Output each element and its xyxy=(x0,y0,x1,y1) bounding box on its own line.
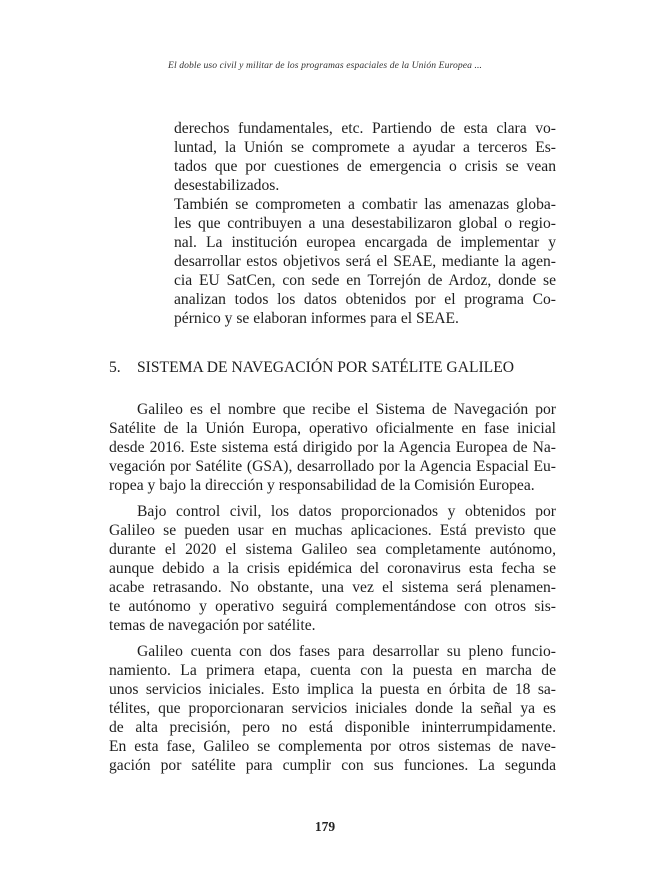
body-line: temas de navegación por satélite. xyxy=(109,617,316,634)
quote-line: nal. La institución europea encargada de implementar y xyxy=(174,234,556,251)
body-line: namiento. La primera etapa, cuenta con la puesta en marcha de xyxy=(109,662,556,679)
quote-line: derechos fundamentales, etc. Partiendo de esta clara vo- xyxy=(174,120,556,137)
body-line: En esta fase, Galileo se complementa por otros sistemas de nave- xyxy=(109,738,556,755)
body-line: télites, que proporcionaran servicios iniciales donde la señal ya es xyxy=(109,700,556,717)
body-line: vegación por Satélite (GSA), desarrollado por la Agencia Espacial Eu- xyxy=(109,458,556,475)
section-title: SISTEMA DE NAVEGACIÓN POR SATÉLITE GALILEO xyxy=(137,359,514,376)
body-line: Satélite de la Unión Europa, operativo oficialmente en fase inicial xyxy=(109,420,556,437)
quote-line: cia EU SatCen, con sede en Torrejón de Ardoz, donde se xyxy=(174,272,556,289)
quote-line: pérnico y se elaboran informes para el SEAE. xyxy=(174,310,459,327)
body-line: acabe retrasando. No obstante, una vez el sistema será plenamen- xyxy=(109,579,556,596)
body-line: te autónomo y operativo seguirá complementándose con otros sis- xyxy=(109,598,556,615)
quote-line: desarrollar estos objetivos será el SEAE, mediante la agen- xyxy=(174,253,556,270)
body-line: unos servicios iniciales. Esto implica la puesta en órbita de 18 sa- xyxy=(109,681,556,698)
quote-line: luntad, la Unión se compromete a ayudar a terceros Es- xyxy=(174,139,556,156)
quote-line: analizan todos los datos obtenidos por el programa Co- xyxy=(174,291,556,308)
quote-line: desestabilizados. xyxy=(174,177,280,194)
body-line: aunque debido a la crisis epidémica del coronavirus esta fecha se xyxy=(109,560,556,577)
quote-line: les que contribuyen a una desestabilizaron global o regio- xyxy=(174,215,556,232)
section-number: 5. xyxy=(109,359,121,376)
quote-line: tados que por cuestiones de emergencia o crisis se vean xyxy=(174,158,556,175)
body-line: durante el 2020 el sistema Galileo sea completamente autónomo, xyxy=(109,541,556,558)
body-line: de alta precisión, pero no está disponible ininterrumpidamente. xyxy=(109,719,556,736)
body-line: Galileo cuenta con dos fases para desarrollar su pleno funcio- xyxy=(137,643,556,660)
body-line: desde 2016. Este sistema está dirigido por la Agencia Europea de Na- xyxy=(109,439,556,456)
body-line: Bajo control civil, los datos proporcionados y obtenidos por xyxy=(137,503,556,520)
body-line: Galileo es el nombre que recibe el Sistema de Navegación por xyxy=(137,401,556,418)
body-line: ropea y bajo la dirección y responsabilidad de la Comisión Europea. xyxy=(109,477,535,494)
quote-line: También se comprometen a combatir las amenazas globa- xyxy=(174,196,556,213)
body-line: gación por satélite para cumplir con sus funciones. La segunda xyxy=(109,757,556,774)
running-head: El doble uso civil y militar de los programas espaciales de la Unión Europea ... xyxy=(168,60,482,71)
section-heading xyxy=(109,358,514,377)
body-line: Galileo se pueden usar en muchas aplicaciones. Está previsto que xyxy=(109,522,556,539)
page-number: 179 xyxy=(314,819,336,834)
